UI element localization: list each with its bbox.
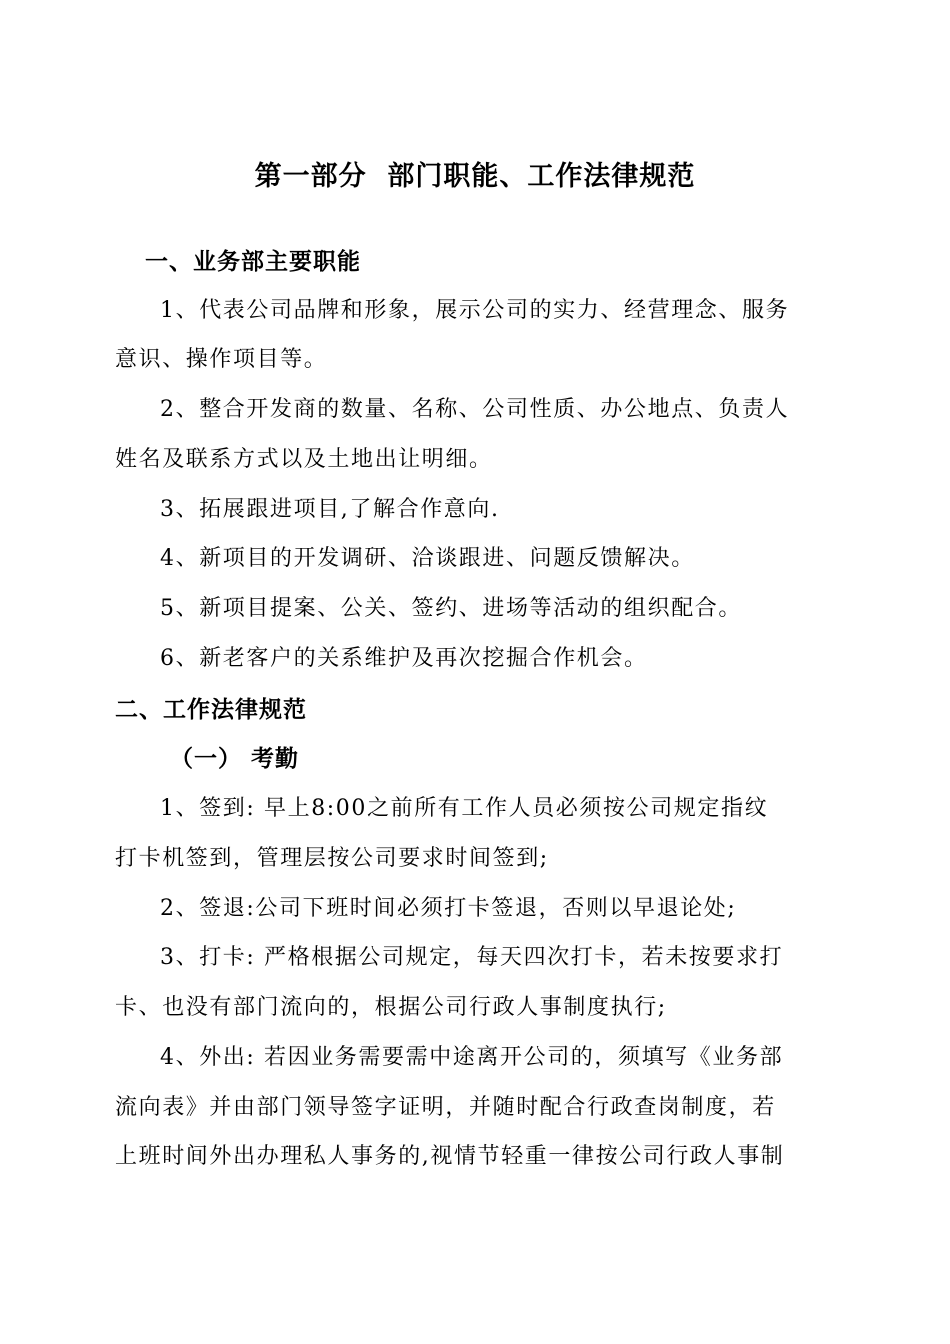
- paragraph-line: 4、外出: 若因业务需要需中途离开公司的，须填写《业务部: [160, 1045, 784, 1070]
- paragraph-line: 5、新项目提案、公关、签约、进场等活动的组织配合。: [160, 596, 742, 621]
- paragraph-line: 6、新老客户的关系维护及再次挖掘合作机会。: [160, 646, 648, 671]
- section-heading-functions: 一、业务部主要职能: [145, 249, 361, 275]
- paragraph-line: 3、打卡: 严格根据公司规定，每天四次打卡，若未按要求打: [160, 945, 784, 970]
- paragraph-line: 意识、操作项目等。: [115, 347, 328, 372]
- paragraph-line: 1、代表公司品牌和形象，展示公司的实力、经营理念、服务: [160, 298, 790, 323]
- paragraph-line: 1、签到: 早上8:00之前所有工作人员必须按公司规定指纹: [160, 796, 769, 821]
- paragraph-line: 2、整合开发商的数量、名称、公司性质、办公地点、负责人: [160, 397, 790, 422]
- section-heading-work-rules: 二、工作法律规范: [115, 697, 307, 723]
- document-title: 第一部分 部门职能、工作法律规范: [254, 161, 696, 192]
- paragraph-line: 打卡机签到，管理层按公司要求时间签到;: [115, 846, 549, 871]
- paragraph-line: 姓名及联系方式以及土地出让明细。: [115, 447, 493, 472]
- paragraph-line: 4、新项目的开发调研、洽谈跟进、问题反馈解决。: [160, 546, 695, 571]
- paragraph-line: 3、拓展跟进项目,了解合作意向.: [160, 497, 500, 522]
- paragraph-line: 上班时间外出办理私人事务的,视情节轻重一律按公司行政人事制: [115, 1144, 785, 1169]
- subsection-heading-attendance: （一） 考勤: [170, 746, 300, 772]
- paragraph-line: 流向表》并由部门领导签字证明，并随时配合行政查岗制度，若: [115, 1095, 776, 1120]
- paragraph-line: 2、签退:公司下班时间必须打卡签退，否则以早退论处;: [160, 896, 737, 921]
- paragraph-line: 卡、也没有部门流向的，根据公司行政人事制度执行;: [115, 995, 667, 1020]
